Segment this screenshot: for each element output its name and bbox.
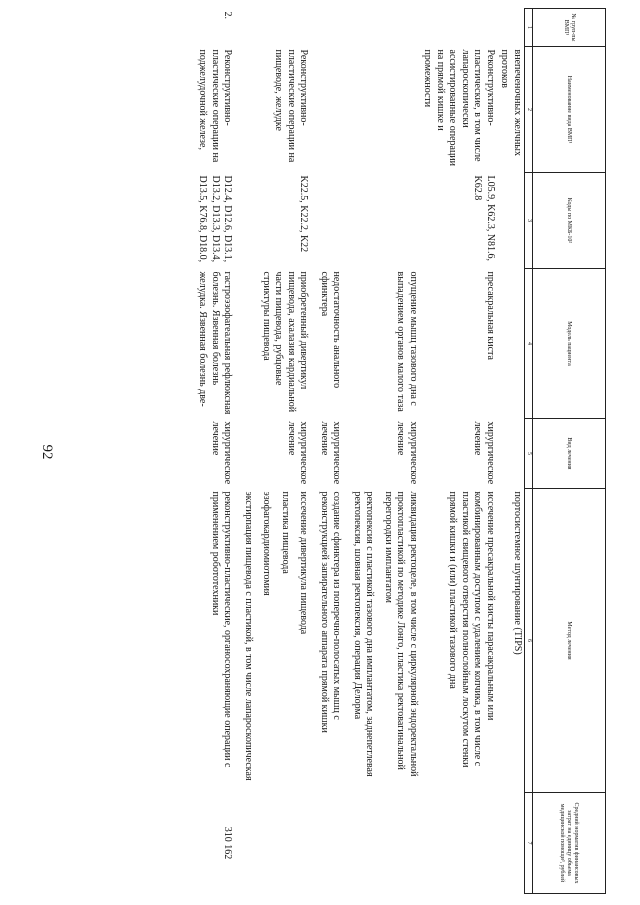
group-cell: 2.	[222, 11, 234, 19]
icd-codes-cell: D12.4, D12.6, D13.1, D13.2, D13.3, D13.4, D13.5, K76.8, D18.0,	[197, 175, 234, 263]
treatment-method: ректопексия с пластикой тазового дна имплантатом, заднепетлевая ректопексия, шовная ректопексия, операция Делорма	[352, 491, 376, 777]
treatment-method: портосистемное шунтирование (TIPS)	[512, 491, 523, 655]
header-cell: Наименование вида ВМП¹	[533, 47, 606, 173]
treatment-method-cell	[195, 489, 235, 793]
cost-cell	[311, 793, 344, 894]
table-row	[420, 9, 497, 894]
vmp-name-cell: Реконструктивно-пластические, в том числе лапароскопически ассистированные операции на прямой кишке и промежности	[422, 49, 496, 166]
table-row	[311, 9, 344, 894]
header-cell: Метод лечения	[533, 489, 606, 793]
icd-codes-cell	[344, 173, 421, 269]
treatment-method: иссечение дивертикула пищевода	[298, 491, 310, 635]
group-cell	[497, 9, 525, 47]
treatment-method-cell	[344, 489, 421, 793]
treatment-method: иссечение пресакральной кисты парасакральным или комбинированным доступом с удалением копчика, в том числе с пластикой свищевого отверстия полнослойным лоскутом стенки прямой кишки и (или) пластикой тазового дна	[447, 491, 496, 768]
column-number: 7	[525, 793, 533, 894]
vmp-name-cell: Реконструктивно-пластические операции на пищеводе, желудке	[273, 49, 310, 163]
treatment-method: пластика пищевода	[280, 491, 291, 574]
treatment-type-cell: хирургическое лечение	[319, 421, 343, 485]
treatment-method: экстирпация пищевода с пластикой, в том числе лапароскопическая	[243, 491, 254, 781]
header-cell: Средний норматив финансовых затрат на единицу объема медицинской помощи³, рублей	[533, 793, 606, 894]
treatment-method: эзофагокардиомиотомия	[261, 491, 273, 596]
column-number: 5	[525, 419, 533, 489]
treatment-type-cell: хирургическое лечение	[210, 421, 234, 485]
column-number: 1	[525, 9, 533, 47]
icd-codes-cell	[497, 173, 525, 269]
patient-model-cell: приобретенный дивертикул пищевода, ахалазия кардиальной части пищевода, рубцовые стриктуры пищевода	[261, 271, 310, 413]
patient-model-cell	[497, 269, 525, 419]
group-cell	[420, 9, 497, 47]
icd-codes-cell: K22.5, K22.2, K22	[298, 175, 310, 253]
treatment-method: создание сфинктера из поперечно-полосатых мышц с реконструкцией запирательного аппарата прямой кишки	[319, 491, 343, 733]
group-cell	[235, 9, 311, 47]
icd-codes-cell	[311, 173, 344, 269]
group-cell	[311, 9, 344, 47]
patient-model-cell: гастроэзофагеальная рефлюксная болезнь. Язвенная болезнь желудка. Язвенная болезнь две-	[197, 271, 234, 415]
treatment-method: реконструктивно-пластические, органосохраняющие операции с применением робототехники	[210, 491, 234, 768]
table-row	[195, 9, 235, 894]
header-cell: Модель пациента	[533, 269, 606, 419]
treatment-type-cell: хирургическое лечение	[395, 421, 419, 485]
treatment-method-cell	[497, 489, 525, 793]
cost-cell	[497, 793, 525, 894]
cost-cell	[235, 793, 311, 894]
cost-cell	[420, 793, 497, 894]
patient-model-cell: опущение мышц тазового дна с выпадением органов малого таза	[395, 271, 419, 412]
treatment-type-cell: хирургическое лечение	[286, 421, 310, 485]
group-cell	[344, 9, 421, 47]
treatment-method-cell	[420, 489, 497, 793]
vmp-name-cell	[344, 47, 421, 173]
column-number: 3	[525, 173, 533, 269]
page-number: 92	[39, 444, 55, 460]
vmp-table	[195, 8, 606, 894]
treatment-method-cell	[235, 489, 311, 793]
cost-cell	[344, 793, 421, 894]
vmp-name-cell: Реконструктивно-пластические операции на поджелудочной железе,	[197, 49, 234, 163]
icd-codes-cell: L05.9, K62.3, N81.6, K62.8	[472, 175, 496, 262]
column-number-row	[525, 9, 533, 894]
treatment-method-cell	[311, 489, 344, 793]
patient-model-cell: недостаточность анального сфинктера	[319, 271, 343, 389]
table-row	[497, 9, 525, 894]
treatment-type-cell	[497, 419, 525, 489]
vmp-name-cell	[311, 47, 344, 173]
header-cell: Коды по МКБ-10²	[533, 173, 606, 269]
column-number: 4	[525, 269, 533, 419]
treatment-type-cell: хирургическое лечение	[472, 421, 496, 485]
cost-cell: 310 162	[222, 826, 234, 860]
patient-model-cell: пресакральная киста	[485, 271, 496, 360]
treatment-method: ликвидация ректоцеле, в том числе с циркулярной эндоректальной проктопластикой по методике Лонго, пластика ректовагинальной перегородки имплантатом	[383, 491, 419, 777]
column-number: 2	[525, 47, 533, 173]
table-header-row	[533, 9, 606, 894]
header-cell: № груп-пы ВМП¹	[533, 9, 606, 47]
table-row	[344, 9, 421, 894]
header-cell: Вид лечения	[533, 419, 606, 489]
column-number: 6	[525, 489, 533, 793]
vmp-name-cell: внепеченочных желчных протоков	[499, 49, 523, 157]
table-row	[235, 9, 311, 894]
